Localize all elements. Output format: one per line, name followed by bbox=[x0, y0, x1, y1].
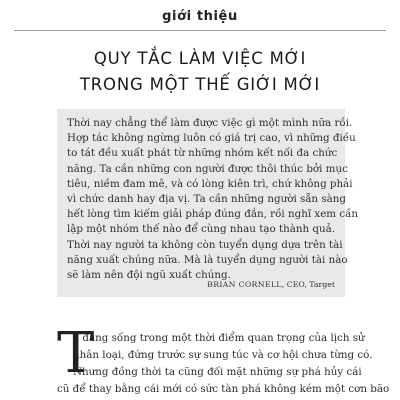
chapter-title-line-2: TRONG MỘT THẾ GIỚI MỚI bbox=[79, 75, 321, 94]
body-line: a đang sống trong một thời điểm quan trọng của lịch sử bbox=[73, 332, 365, 344]
body-line: nhân loại, đứng trước sự sung túc và cơ hội chưa từng có. bbox=[73, 349, 373, 361]
section-label: giới thiệu bbox=[162, 9, 238, 24]
quote-line: Thời nay người ta không còn tuyển dụng dựa trên tài bbox=[67, 238, 343, 251]
attribution-role: , CEO, Target bbox=[281, 280, 335, 289]
quote-line: vì chức danh hay địa vị. Ta cần những người sẵn sàng bbox=[67, 193, 346, 206]
chapter-title-line-1: QUY TẮC LÀM VIỆC MỚI bbox=[93, 49, 307, 68]
quote-line: tiêu, niềm đam mê, và có lòng kiên trì, chứ không phải bbox=[67, 177, 353, 190]
quote-line: năng. Ta cần những con người được thôi thúc bởi mục bbox=[67, 162, 348, 175]
body-paragraph bbox=[57, 321, 390, 398]
quote-line: Thời nay chẳng thể làm được việc gì một mình nữa rồi. bbox=[67, 117, 353, 129]
quote-line: năng xuất chúng nữa. Mà là tuyển dụng người tài nào bbox=[67, 253, 348, 266]
quote-line: to tát đều xuất phát từ những nhóm kết nối đa chức bbox=[67, 147, 338, 160]
chapter-title bbox=[0, 46, 400, 98]
quote-attribution bbox=[207, 280, 335, 289]
quote-line: hết lòng tìm kiếm giải pháp đúng đắn, rồi nghĩ xem cần bbox=[67, 208, 359, 221]
attribution-name: BRIAN CORNELL bbox=[207, 280, 282, 289]
quote-line: sẽ làm nên đội ngũ xuất chúng. bbox=[67, 269, 231, 282]
header-divider bbox=[14, 30, 386, 31]
body-line: Nhưng đồng thời ta cũng đối mặt những sự phá hủy cái bbox=[73, 366, 362, 378]
quote-line: Hợp tác không ngừng luôn có giá trị cao, vì những điều bbox=[67, 132, 356, 145]
drop-cap: T bbox=[57, 321, 95, 386]
epigraph-quote-box bbox=[57, 109, 359, 297]
quote-line: lập một nhóm thế nào để cùng nhau tạo thành quả. bbox=[67, 223, 336, 236]
body-line: cũ để thay bằng cái mới có sức tàn phá không kém một cơn bão bbox=[57, 383, 390, 395]
